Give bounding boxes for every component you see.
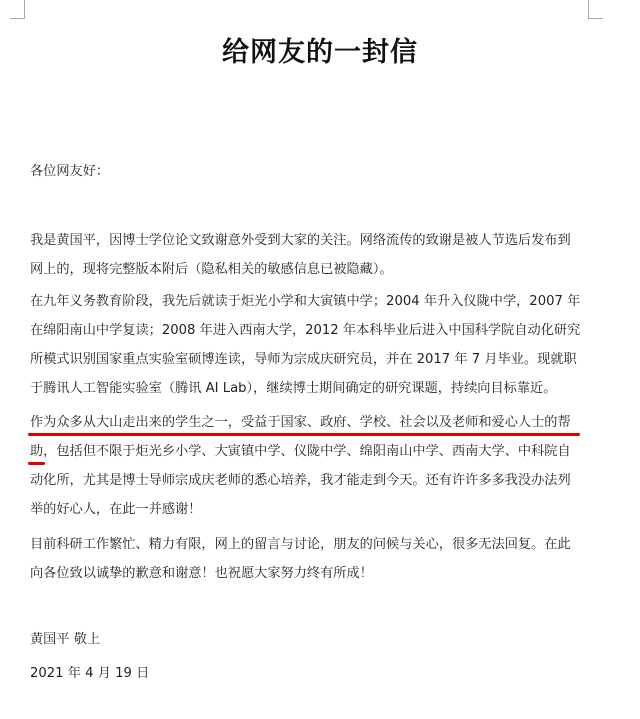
paragraph-3-line-1: 作为众多从大山走出来的学生之一，受益于国家、政府、学校、社会以及老师和爱心人士的帮	[30, 415, 571, 430]
paragraph-3-line-2: 助，包括但不限于炬光乡小学、大寅镇中学、仪陇中学、绵阳南山中学、西南大学、中科院自	[30, 444, 571, 459]
date: 2021 年 4 月 19 日	[30, 666, 150, 681]
paragraph-2-line-3: 所模式识别国家重点实验室硕博连读，导师为宗成庆研究员，并在 2017 年 7 月毕业。现就职	[30, 352, 577, 367]
paragraph-3-line-3: 动化所，尤其是博士导师宗成庆老师的悉心培养，我才能走到今天。还有许许多多我没办法列	[30, 473, 571, 488]
paragraph-4-line-2: 向各位致以诚挚的歉意和谢意！也祝愿大家努力终有所成！	[30, 566, 373, 581]
paragraph-1-line-2: 网上的，现将完整版本附后（隐私相关的敏感信息已被隐藏）。	[30, 262, 393, 277]
paragraph-2-line-2: 在绵阳南山中学复读；2008 年进入西南大学，2012 年本科毕业后进入中国科学院自动化研究	[30, 323, 581, 338]
page-corner-mark-top-left	[10, 0, 25, 19]
paragraph-4-line-1: 目前科研工作繁忙、精力有限，网上的留言与讨论，朋友的问候与关心，很多无法回复。在此	[30, 537, 571, 552]
salutation: 各位网友好：	[30, 164, 110, 179]
paragraph-2-line-1: 在九年义务教育阶段，我先后就读于炬光小学和大寅镇中学；2004 年升入仪陇中学，2007 年	[30, 294, 581, 309]
red-underline-2	[28, 462, 45, 465]
paragraph-1-line-1: 我是黄国平，因博士学位论文致谢意外受到大家的关注。网络流传的致谢是被人节选后发布到	[30, 233, 571, 248]
red-underline-1	[28, 433, 580, 436]
paragraph-2-line-4: 于腾讯人工智能实验室（腾讯 AI Lab），继续博士期间确定的研究课题，持续向目标靠近。	[30, 381, 557, 396]
page-corner-mark-top-right	[588, 0, 603, 19]
paragraph-3-line-4: 举的好心人，在此一并感谢！	[30, 502, 202, 517]
document-title: 给网友的一封信	[222, 37, 418, 68]
signature: 黄国平 敬上	[30, 632, 101, 647]
